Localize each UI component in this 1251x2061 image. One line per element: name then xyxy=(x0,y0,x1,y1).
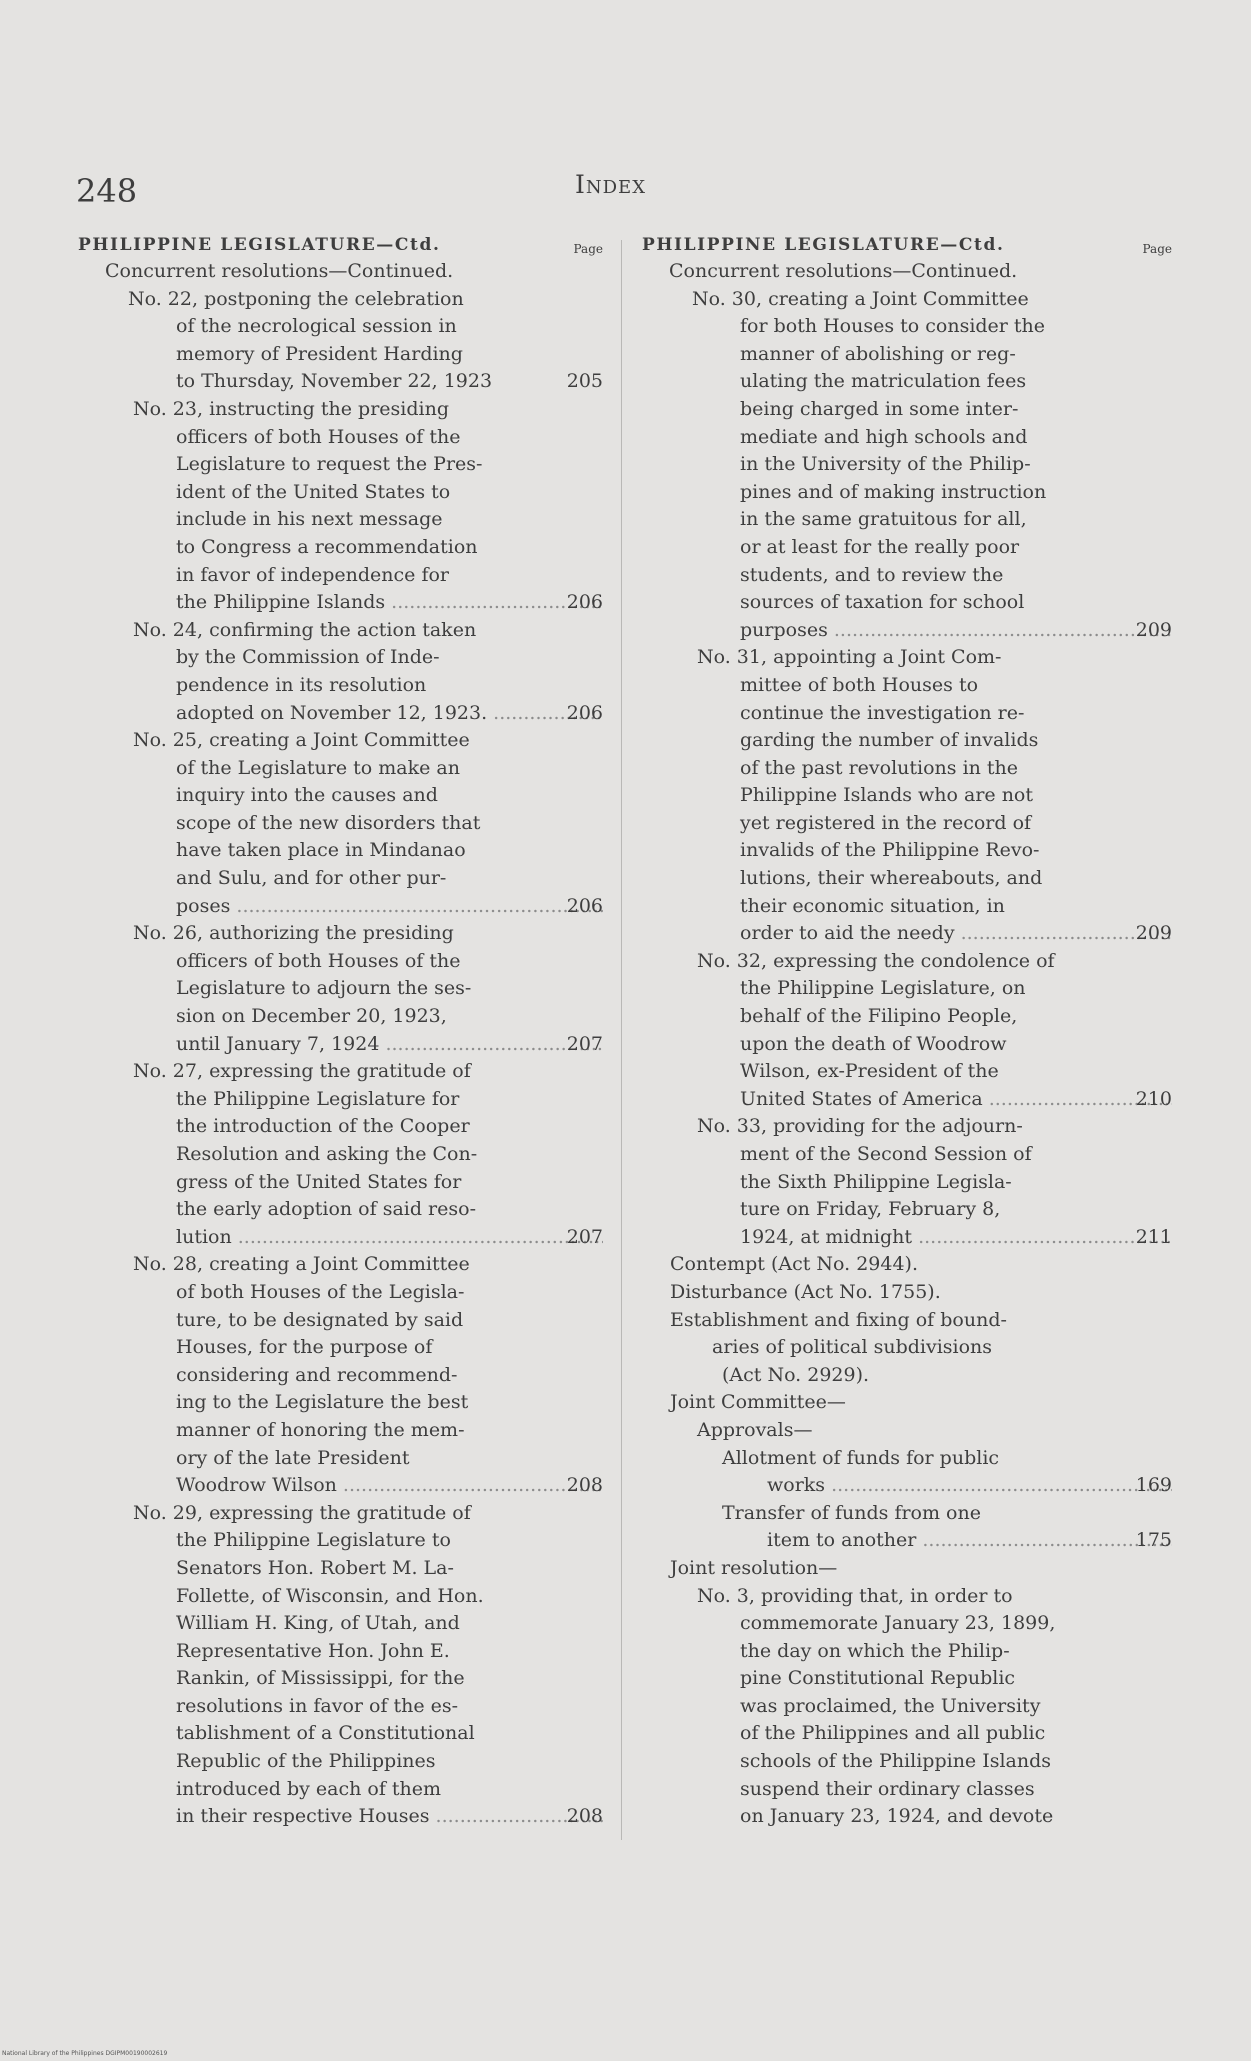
index-line-text: No. 28, creating a Joint Committee xyxy=(133,1253,470,1276)
index-line xyxy=(642,1417,1172,1445)
index-line-text: tablishment of a Constitutional xyxy=(176,1722,475,1745)
page-reference: 175 xyxy=(1135,1529,1172,1552)
index-line xyxy=(642,617,1172,645)
index-line xyxy=(78,1031,603,1059)
left-heading-text: PHILIPPINE LEGISLATURE—Ctd. xyxy=(78,235,441,255)
index-line-text: Legislature to adjourn the ses- xyxy=(176,977,472,1000)
index-line-text: invalids of the Philippine Revo- xyxy=(740,839,1040,862)
index-line xyxy=(78,424,603,452)
index-line-text: Establishment and fixing of bound- xyxy=(670,1308,1007,1331)
index-line-text: have taken place in Mindanao xyxy=(176,839,466,862)
index-line xyxy=(642,948,1172,976)
index-line xyxy=(78,1748,603,1776)
index-line-text: Concurrent resolutions—Continued. xyxy=(105,260,454,282)
index-line xyxy=(642,782,1172,810)
index-line xyxy=(642,286,1172,314)
index-line-text: officers of both Houses of the xyxy=(176,425,461,448)
index-line xyxy=(642,368,1172,396)
index-line xyxy=(78,1362,603,1390)
index-line-text: No. 23, instructing the presiding xyxy=(133,397,449,420)
index-line xyxy=(78,589,603,617)
index-line-text: behalf of the Filipino People, xyxy=(740,1005,1018,1028)
index-line xyxy=(78,810,603,838)
index-line-text: Republic of the Philippines xyxy=(176,1750,436,1773)
index-line xyxy=(642,1307,1172,1335)
index-line-text: Woodrow Wilson ..... xyxy=(176,1474,603,1496)
index-line-text: works ..... xyxy=(767,1474,1172,1496)
page-reference: 208 xyxy=(566,1474,603,1497)
index-line xyxy=(78,1665,603,1693)
index-line-text: No. 30, creating a Joint Committee xyxy=(692,287,1029,310)
index-line xyxy=(642,1720,1172,1748)
index-line xyxy=(78,1500,603,1528)
index-line-text: Wilson, ex-President of the xyxy=(740,1060,999,1083)
index-line xyxy=(78,1224,603,1252)
index-line-text: gress of the United States for xyxy=(176,1170,462,1193)
index-line-text: upon the death of Woodrow xyxy=(740,1032,1007,1055)
index-line xyxy=(642,1389,1172,1417)
index-line xyxy=(642,810,1172,838)
index-line xyxy=(642,313,1172,341)
index-line-text: lutions, their whereabouts, and xyxy=(740,867,1043,890)
index-line xyxy=(78,672,603,700)
index-line xyxy=(78,893,603,921)
index-line-text: in their respective Houses ..... xyxy=(176,1805,603,1827)
index-line xyxy=(642,1638,1172,1666)
running-head: Index xyxy=(575,170,647,199)
index-line xyxy=(78,1720,603,1748)
index-line-text: scope of the new disorders that xyxy=(176,811,481,834)
index-line xyxy=(642,1141,1172,1169)
index-line xyxy=(642,1031,1172,1059)
index-line xyxy=(78,1169,603,1197)
index-line-text: their economic situation, in xyxy=(740,894,1005,917)
index-line-text: commemorate January 23, 1899, xyxy=(740,1612,1056,1635)
index-line xyxy=(642,1555,1172,1583)
index-line xyxy=(642,755,1172,783)
index-line-text: the Philippine Legislature, on xyxy=(740,977,1026,1000)
index-line xyxy=(78,1389,603,1417)
index-line xyxy=(642,1776,1172,1804)
index-line xyxy=(642,589,1172,617)
index-line-text: or at least for the really poor xyxy=(740,535,1020,558)
index-line xyxy=(78,1417,603,1445)
index-line-text: of the past revolutions in the xyxy=(740,756,1019,779)
index-line-text: continue the investigation re- xyxy=(740,701,1025,724)
page-reference: 209 xyxy=(1135,618,1172,641)
index-line-text: mittee of both Houses to xyxy=(740,673,979,696)
footer-credit: National Library of the Philippines DGIPM00190002619 xyxy=(2,2050,168,2057)
index-line xyxy=(78,1803,603,1831)
index-line xyxy=(78,1445,603,1473)
index-line-text: considering and recommend- xyxy=(176,1363,458,1386)
index-line xyxy=(78,286,603,314)
index-line-text: No. 32, expressing the condolence of xyxy=(697,949,1055,972)
index-line-text: William H. King, of Utah, and xyxy=(176,1612,460,1635)
index-line-text: include in his next message xyxy=(176,508,443,531)
index-line-text: inquiry into the causes and xyxy=(176,784,438,807)
index-line-text: sources of taxation for school xyxy=(740,591,1025,614)
index-line xyxy=(78,562,603,590)
index-line-text: for both Houses to consider the xyxy=(740,315,1046,338)
page-reference: 206 xyxy=(566,894,603,917)
index-line xyxy=(642,1748,1172,1776)
index-line-text: yet registered in the record of xyxy=(740,811,1032,834)
index-line xyxy=(642,396,1172,424)
index-line-text: of the Philippines and all public xyxy=(740,1722,1046,1745)
index-line xyxy=(642,700,1172,728)
index-line-text: ture on Friday, February 8, xyxy=(740,1198,1001,1221)
index-line xyxy=(642,1003,1172,1031)
index-line-text: Contempt (Act No. 2944). xyxy=(670,1253,919,1276)
index-line-text: to Thursday, November 22, 1923 xyxy=(176,370,493,393)
index-line xyxy=(78,1334,603,1362)
index-line xyxy=(78,948,603,976)
index-line-text: by the Commission of Inde- xyxy=(176,646,440,669)
index-line xyxy=(78,313,603,341)
index-line-text: officers of both Houses of the xyxy=(176,949,461,972)
index-line xyxy=(78,700,603,728)
index-line-text: ment of the Second Session of xyxy=(740,1143,1032,1165)
index-line xyxy=(78,920,603,948)
index-line xyxy=(642,1500,1172,1528)
index-line-text: of the Legislature to make an xyxy=(176,756,460,779)
index-line-text: No. 24, confirming the action taken xyxy=(133,618,477,641)
right-heading-text: PHILIPPINE LEGISLATURE—Ctd. xyxy=(642,235,1005,255)
index-line-text: Senators Hon. Robert M. La- xyxy=(176,1556,454,1579)
index-line xyxy=(642,1279,1172,1307)
page-reference: 205 xyxy=(566,370,603,393)
index-line-text: Resolution and asking the Con- xyxy=(176,1143,478,1165)
index-line-text: of the necrological session in xyxy=(176,315,457,338)
index-line-text: item to another ..... xyxy=(767,1529,1172,1551)
page-reference: 169 xyxy=(1135,1474,1172,1497)
index-line xyxy=(78,1776,603,1804)
index-line xyxy=(78,1610,603,1638)
index-line-text: to Congress a recommendation xyxy=(176,535,478,558)
index-line xyxy=(78,368,603,396)
index-line-text: manner of honoring the mem- xyxy=(176,1418,465,1441)
index-line-text: Disturbance (Act No. 1755). xyxy=(670,1280,941,1303)
right-entry-list xyxy=(642,258,1172,1831)
page-reference: 206 xyxy=(566,591,603,614)
index-line-text: purposes ..... xyxy=(740,619,1172,641)
index-line xyxy=(78,865,603,893)
index-line-text: pendence in its resolution xyxy=(176,673,427,696)
index-line-text: No. 33, providing for the adjourn- xyxy=(697,1115,1023,1138)
index-line xyxy=(78,1307,603,1335)
index-line-text: Legislature to request the Pres- xyxy=(176,453,483,476)
index-line-text: Philippine Islands who are not xyxy=(740,784,1034,807)
index-line xyxy=(642,1113,1172,1141)
page-reference: 207 xyxy=(566,1032,603,1055)
index-line-text: poses ..... xyxy=(176,895,603,917)
index-line xyxy=(642,451,1172,479)
index-line-text: the Sixth Philippine Legisla- xyxy=(740,1170,1012,1193)
index-line xyxy=(78,837,603,865)
index-line-text: the Philippine Legislature for xyxy=(176,1087,460,1110)
index-line-text: Joint resolution— xyxy=(670,1556,838,1579)
index-line-text: ory of the late President xyxy=(176,1446,410,1469)
index-line-text: in favor of independence for xyxy=(176,563,450,586)
page-reference: 207 xyxy=(566,1225,603,1248)
index-line xyxy=(642,893,1172,921)
index-line xyxy=(78,1086,603,1114)
index-line-text: No. 3, providing that, in order to xyxy=(697,1584,1013,1607)
left-column xyxy=(78,232,603,1831)
index-line-text: (Act No. 2929). xyxy=(722,1363,870,1386)
index-line xyxy=(642,424,1172,452)
index-line xyxy=(78,1555,603,1583)
index-line xyxy=(78,1058,603,1086)
index-line-text: Follette, of Wisconsin, and Hon. xyxy=(176,1584,484,1607)
index-line xyxy=(642,837,1172,865)
index-line-text: No. 29, expressing the gratitude of xyxy=(133,1501,471,1524)
index-line-text: on January 23, 1924, and devote xyxy=(740,1805,1054,1828)
index-line-text: Approvals— xyxy=(697,1418,813,1441)
index-line-text: ture, to be designated by said xyxy=(176,1308,464,1331)
index-line xyxy=(642,1472,1172,1500)
index-line xyxy=(642,1224,1172,1252)
index-line-text: the introduction of the Cooper xyxy=(176,1115,470,1138)
index-line xyxy=(642,1251,1172,1279)
index-line xyxy=(642,727,1172,755)
index-line-text: Rankin, of Mississippi, for the xyxy=(176,1667,465,1690)
index-line-text: introduced by each of them xyxy=(176,1777,442,1800)
index-line xyxy=(642,1693,1172,1721)
index-line-text: memory of President Harding xyxy=(176,342,463,365)
page-reference: 210 xyxy=(1135,1087,1172,1110)
page-reference: 209 xyxy=(1135,922,1172,945)
index-line xyxy=(642,1527,1172,1555)
index-line-text: Joint Committee— xyxy=(670,1391,846,1414)
index-line-text: the Philippine Islands ..... xyxy=(176,591,603,613)
index-line xyxy=(78,1583,603,1611)
index-line xyxy=(78,1527,603,1555)
index-line-text: aries of political subdivisions xyxy=(712,1336,993,1359)
index-line-text: garding the number of invalids xyxy=(740,729,1039,752)
index-line xyxy=(78,1113,603,1141)
index-line xyxy=(78,1196,603,1224)
index-line xyxy=(642,341,1172,369)
index-line xyxy=(78,644,603,672)
index-line-text: No. 27, expressing the gratitude of xyxy=(133,1060,471,1083)
index-line xyxy=(642,506,1172,534)
index-line-text: Allotment of funds for public xyxy=(722,1446,1000,1469)
index-line xyxy=(78,341,603,369)
left-page-label: Page xyxy=(573,242,603,256)
index-line-text: No. 22, postponing the celebration xyxy=(128,287,464,310)
index-line xyxy=(78,617,603,645)
index-line-text: of both Houses of the Legisla- xyxy=(176,1280,465,1303)
left-entry-list xyxy=(78,258,603,1831)
index-line xyxy=(78,1693,603,1721)
index-line xyxy=(78,258,603,286)
page-reference: 206 xyxy=(566,701,603,724)
index-line-text: lution ..... xyxy=(176,1226,603,1248)
index-line-text: the day on which the Philip- xyxy=(740,1639,1010,1662)
page-number: 248 xyxy=(76,172,138,210)
index-line-text: Transfer of funds from one xyxy=(722,1501,981,1524)
index-line xyxy=(78,1141,603,1169)
index-line xyxy=(78,451,603,479)
index-line-text: No. 31, appointing a Joint Com- xyxy=(697,646,1002,669)
index-line-text: ulating the matriculation fees xyxy=(740,370,1027,393)
index-line-text: in the same gratuitous for all, xyxy=(740,508,1027,531)
index-line-text: adopted on November 12, 1923. ..... xyxy=(176,702,603,724)
index-line-text: schools of the Philippine Islands xyxy=(740,1750,1052,1773)
index-line xyxy=(78,506,603,534)
index-line-text: Concurrent resolutions—Continued. xyxy=(669,260,1018,282)
index-line-text: order to aid the needy ..... xyxy=(740,922,1172,944)
index-line xyxy=(642,1583,1172,1611)
index-line xyxy=(78,1251,603,1279)
index-line xyxy=(78,975,603,1003)
index-line-text: the Philippine Legislature to xyxy=(176,1529,451,1552)
index-line-text: until January 7, 1924 ..... xyxy=(176,1033,603,1055)
index-line-text: ident of the United States to xyxy=(176,480,451,503)
index-line xyxy=(642,479,1172,507)
index-line xyxy=(78,782,603,810)
index-line xyxy=(642,1803,1172,1831)
index-line-text: manner of abolishing or reg- xyxy=(740,342,1016,365)
index-line-text: students, and to review the xyxy=(740,563,1004,586)
index-line xyxy=(642,975,1172,1003)
index-line-text: Representative Hon. John E. xyxy=(176,1639,450,1662)
index-line-text: ing to the Legislature the best xyxy=(176,1391,469,1414)
index-line xyxy=(78,727,603,755)
index-line xyxy=(642,1610,1172,1638)
page-reference: 211 xyxy=(1135,1225,1172,1248)
index-line xyxy=(78,396,603,424)
index-line-text: 1924, at midnight ..... xyxy=(740,1226,1172,1248)
index-line xyxy=(78,755,603,783)
page-reference: 208 xyxy=(566,1805,603,1828)
index-line-text: being charged in some inter- xyxy=(740,397,1019,420)
right-section-heading xyxy=(642,232,1172,258)
right-page-label: Page xyxy=(1142,242,1172,256)
index-line xyxy=(78,1472,603,1500)
index-line xyxy=(642,258,1172,286)
index-line-text: was proclaimed, the University xyxy=(740,1694,1041,1717)
index-line-text: and Sulu, and for other pur- xyxy=(176,867,447,890)
index-line xyxy=(642,1334,1172,1362)
index-line xyxy=(642,1445,1172,1473)
index-line-text: sion on December 20, 1923, xyxy=(176,1005,447,1028)
index-line xyxy=(78,479,603,507)
index-line xyxy=(78,1279,603,1307)
index-line xyxy=(642,1058,1172,1086)
right-column xyxy=(642,232,1172,1831)
index-line xyxy=(78,1638,603,1666)
index-line xyxy=(642,1362,1172,1390)
index-line xyxy=(642,1169,1172,1197)
index-line xyxy=(642,534,1172,562)
index-line-text: suspend their ordinary classes xyxy=(740,1777,1035,1800)
index-line xyxy=(642,865,1172,893)
index-line xyxy=(642,1665,1172,1693)
index-line xyxy=(642,1196,1172,1224)
left-section-heading xyxy=(78,232,603,258)
index-line-text: pine Constitutional Republic xyxy=(740,1667,1016,1690)
index-line xyxy=(78,1003,603,1031)
index-line-text: in the University of the Philip- xyxy=(740,453,1031,476)
index-line-text: resolutions in favor of the es- xyxy=(176,1694,459,1717)
index-line xyxy=(642,562,1172,590)
index-line-text: United States of America ..... xyxy=(740,1088,1172,1110)
index-line xyxy=(642,920,1172,948)
index-line xyxy=(78,534,603,562)
index-line-text: No. 25, creating a Joint Committee xyxy=(133,729,470,752)
index-line xyxy=(642,672,1172,700)
index-line xyxy=(642,1086,1172,1114)
index-line-text: mediate and high schools and xyxy=(740,425,1028,448)
index-line-text: pines and of making instruction xyxy=(740,480,1047,503)
index-line-text: Houses, for the purpose of xyxy=(176,1336,433,1359)
index-line-text: the early adoption of said reso- xyxy=(176,1198,476,1221)
index-line-text: No. 26, authorizing the presiding xyxy=(133,922,454,945)
index-line xyxy=(642,644,1172,672)
